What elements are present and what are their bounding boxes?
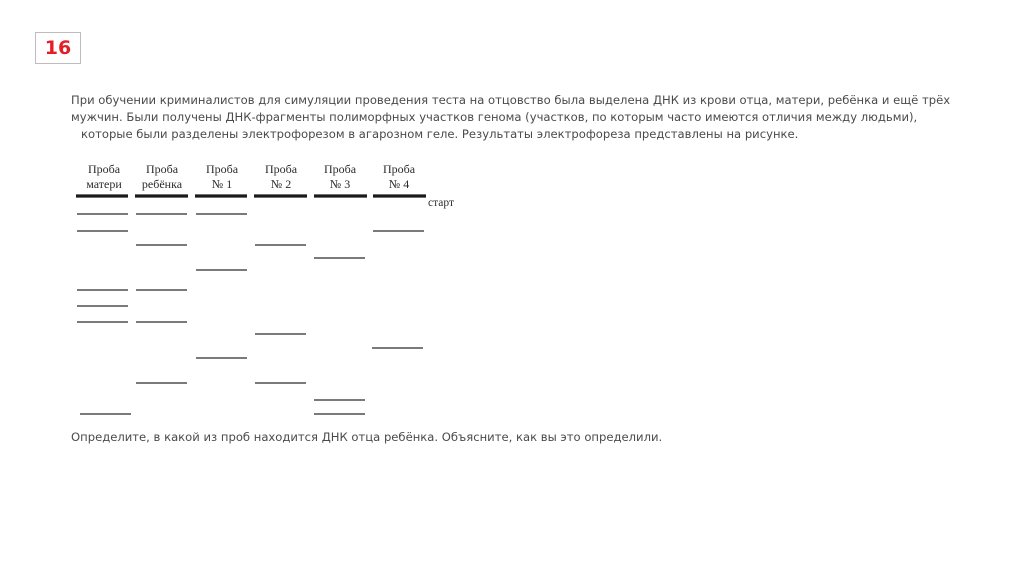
task-question: Определите, в какой из проб находится ДНК отца ребёнка. Объясните, как вы это определили. bbox=[71, 430, 663, 444]
intro-line-1: При обучении криминалистов для симуляции проведения теста на отцовство была выделена ДНК из крови отца, матери, ребёнка и ещё трёх bbox=[71, 93, 951, 107]
lane-header-sample-2: Проба № 2 bbox=[264, 162, 298, 191]
start-label: старт bbox=[428, 197, 454, 209]
lane-header-sample-1: Проба № 1 bbox=[205, 162, 239, 191]
intro-line-3: которые были разделены электрофорезом в агарозном геле. Результаты электрофореза представлены на рисунке. bbox=[81, 127, 799, 141]
task-number-badge: 16 bbox=[35, 32, 81, 64]
lane-header-mother: Проба матери bbox=[86, 162, 122, 191]
lane-header-sample-4: Проба № 4 bbox=[382, 162, 416, 191]
intro-line-2: мужчин. Были получены ДНК-фрагменты полиморфных участков генома (участков, по которым часто имеются отличия между людьми), bbox=[71, 110, 918, 124]
lane-header-sample-3: Проба № 3 bbox=[323, 162, 357, 191]
task-intro bbox=[71, 92, 981, 143]
bands bbox=[77, 214, 424, 414]
lane-header-child: Проба ребёнка bbox=[141, 162, 183, 191]
